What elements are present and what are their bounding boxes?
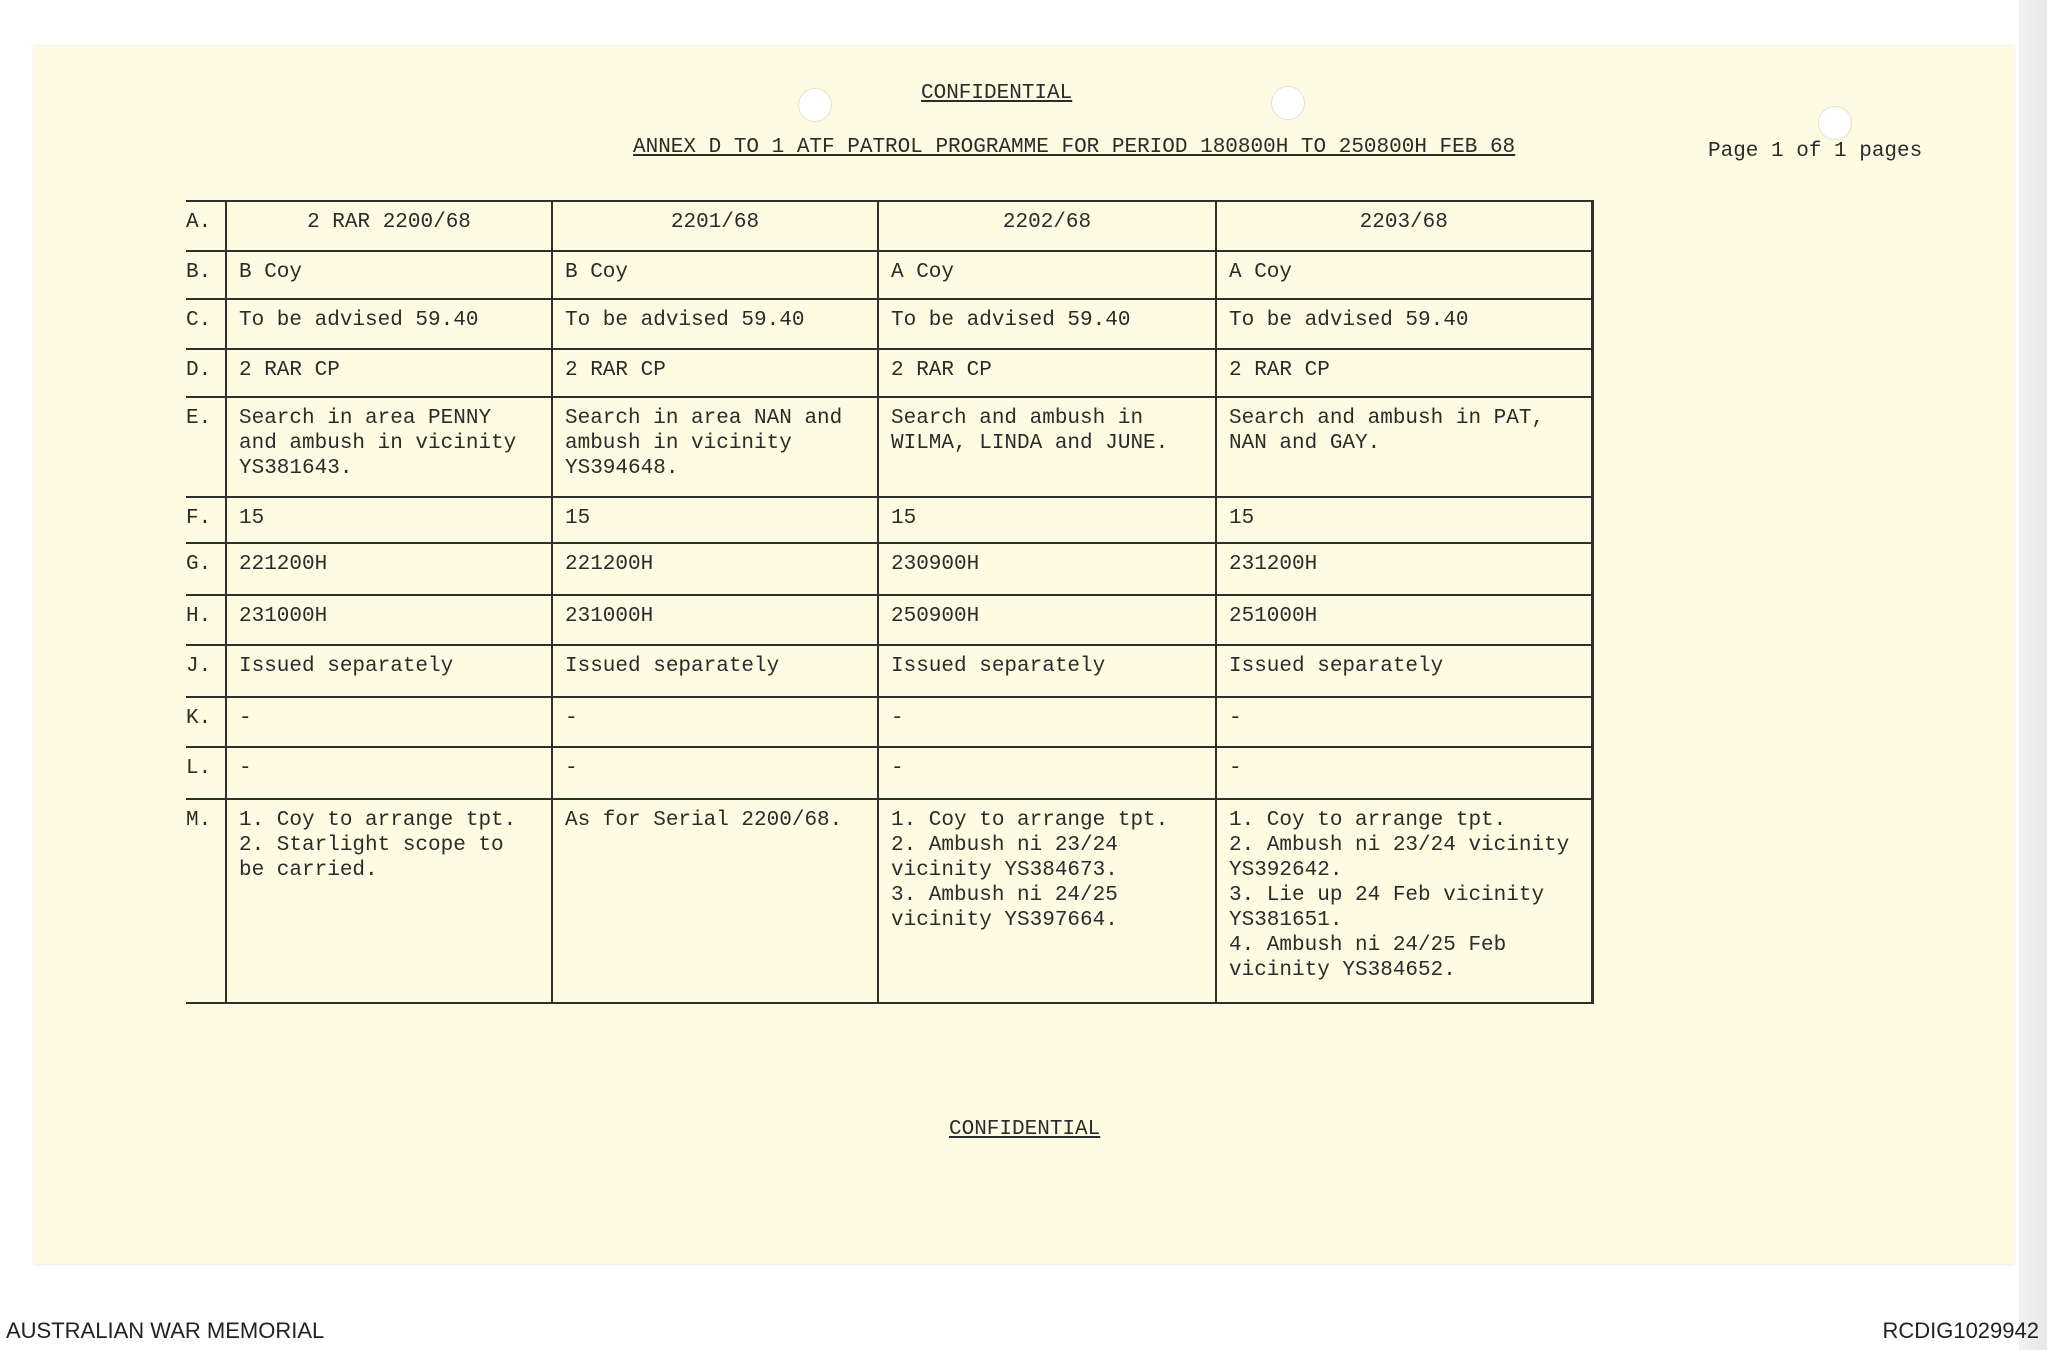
table-cell: B Coy: [552, 251, 878, 299]
row-label: D.: [186, 349, 226, 397]
table-cell: 221200H: [226, 543, 552, 595]
patrol-programme-table: [186, 200, 1594, 1004]
table-cell: 231000H: [226, 595, 552, 645]
table-row: [186, 645, 1592, 697]
table-cell: 221200H: [552, 543, 878, 595]
table-cell: 15: [878, 497, 1216, 543]
row-label: J.: [186, 645, 226, 697]
punch-hole: [798, 88, 832, 122]
table-cell: Search and ambush in WILMA, LINDA and JUNE.: [878, 397, 1216, 497]
row-label: E.: [186, 397, 226, 497]
table-cell: -: [552, 697, 878, 747]
row-label: F.: [186, 497, 226, 543]
table-cell: -: [552, 747, 878, 799]
table-row: [186, 697, 1592, 747]
table-cell: 1. Coy to arrange tpt. 2. Ambush ni 23/24 vicinity YS384673. 3. Ambush ni 24/25 vicinity YS397664.: [878, 799, 1216, 1003]
row-label: B.: [186, 251, 226, 299]
table-row: [186, 349, 1592, 397]
table-cell: -: [878, 747, 1216, 799]
table-cell: To be advised 59.40: [1216, 299, 1592, 349]
table-row: [186, 799, 1592, 1003]
table-cell: Search in area PENNY and ambush in vicinity YS381643.: [226, 397, 552, 497]
table-cell: Search and ambush in PAT, NAN and GAY.: [1216, 397, 1592, 497]
row-label: K.: [186, 697, 226, 747]
punch-hole: [1271, 86, 1305, 120]
table-cell: 231200H: [1216, 543, 1592, 595]
serial-2203: 2203/68: [1216, 201, 1592, 251]
table-header-row: [186, 201, 1592, 251]
document-title: ANNEX D TO 1 ATF PATROL PROGRAMME FOR PERIOD 180800H TO 250800H FEB 68: [633, 136, 1516, 159]
table-cell: -: [226, 697, 552, 747]
table-row: [186, 497, 1592, 543]
table-cell: 1. Coy to arrange tpt. 2. Starlight scope to be carried.: [226, 799, 552, 1003]
scan-edge: [2019, 0, 2047, 1350]
table-cell: -: [1216, 747, 1592, 799]
table-cell: -: [1216, 697, 1592, 747]
archive-credit: AUSTRALIAN WAR MEMORIAL: [6, 1318, 325, 1343]
table-cell: Issued separately: [226, 645, 552, 697]
row-label: C.: [186, 299, 226, 349]
table-cell: 15: [226, 497, 552, 543]
table-cell: Issued separately: [878, 645, 1216, 697]
table-cell: 2 RAR CP: [1216, 349, 1592, 397]
classification-bottom: CONFIDENTIAL: [949, 1118, 1101, 1141]
table-row: [186, 747, 1592, 799]
table-cell: 231000H: [552, 595, 878, 645]
serial-2200: 2 RAR 2200/68: [226, 201, 552, 251]
table-cell: 250900H: [878, 595, 1216, 645]
row-label: G.: [186, 543, 226, 595]
table-cell: Issued separately: [552, 645, 878, 697]
table-row: [186, 251, 1592, 299]
table-cell: -: [878, 697, 1216, 747]
table-cell: To be advised 59.40: [878, 299, 1216, 349]
table-row: [186, 299, 1592, 349]
row-label: A.: [186, 201, 226, 251]
table-cell: As for Serial 2200/68.: [552, 799, 878, 1003]
table-cell: Search in area NAN and ambush in vicinity YS394648.: [552, 397, 878, 497]
table-cell: A Coy: [878, 251, 1216, 299]
table-cell: 15: [1216, 497, 1592, 543]
table-cell: 1. Coy to arrange tpt. 2. Ambush ni 23/24 vicinity YS392642. 3. Lie up 24 Feb vicinity YS381651. 4. Ambush ni 24/25 Feb vicinity YS384652.: [1216, 799, 1592, 1003]
table-cell: 2 RAR CP: [878, 349, 1216, 397]
row-label: H.: [186, 595, 226, 645]
archive-id: RCDIG1029942: [1882, 1318, 2039, 1343]
table-cell: 2 RAR CP: [226, 349, 552, 397]
table-cell: To be advised 59.40: [226, 299, 552, 349]
classification-top: CONFIDENTIAL: [921, 82, 1073, 105]
table-cell: Issued separately: [1216, 645, 1592, 697]
table-row: [186, 397, 1592, 497]
punch-hole: [1818, 106, 1852, 140]
table-cell: 230900H: [878, 543, 1216, 595]
page-indicator: Page 1 of 1 pages: [1708, 140, 1923, 163]
table-cell: -: [226, 747, 552, 799]
table-row: [186, 595, 1592, 645]
serial-2202: 2202/68: [878, 201, 1216, 251]
table-cell: To be advised 59.40: [552, 299, 878, 349]
row-label: L.: [186, 747, 226, 799]
table-row: [186, 543, 1592, 595]
table-cell: B Coy: [226, 251, 552, 299]
row-label: M.: [186, 799, 226, 1003]
serial-2201: 2201/68: [552, 201, 878, 251]
table-cell: 251000H: [1216, 595, 1592, 645]
table-cell: 2 RAR CP: [552, 349, 878, 397]
table-cell: A Coy: [1216, 251, 1592, 299]
table-cell: 15: [552, 497, 878, 543]
